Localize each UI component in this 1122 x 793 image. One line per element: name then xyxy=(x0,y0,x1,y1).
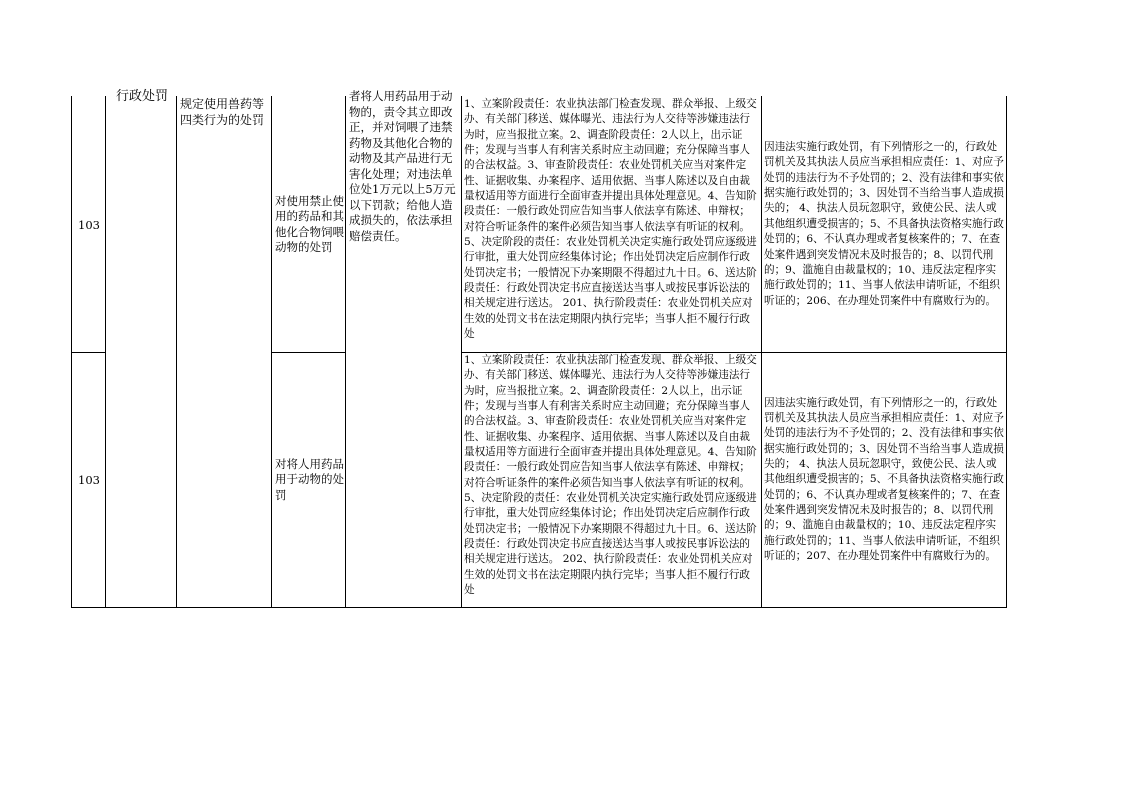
table-border-bottom xyxy=(71,607,1007,608)
sub-item-cell xyxy=(275,97,345,352)
basis-text: 者将人用药品用于动物的，责令其立即改正，并对饲喂了违禁药物及其他化合物的动物及其产品进行无害化处理；对违法单位处1万元以上5万元以下罚款；给他人造成损失的，依法承担赔偿责任。 xyxy=(349,89,456,243)
column-divider xyxy=(176,96,177,608)
accountability-cell xyxy=(764,97,1004,352)
row-number-cell xyxy=(72,353,106,607)
item-name-text: 规定使用兽药等四类行为的处罚 xyxy=(180,97,265,127)
row-number: 103 xyxy=(78,473,100,487)
responsibility-text: 1、立案阶段责任：农业执法部门检查发现、群众举报、上级交办、有关部门移送、媒体曝光、违法行为人交待等涉嫌违法行为时，应当报批立案。2、调查阶段责任：2人以上，出示证件；发现与当事人有利害关系时应主动回避；充分保障当事人的合法权益。3、审查阶段责任：农业处罚机关应当对案件定性、证据收集、办案程序、适用依据、当事人陈述以及自由裁量权适用等方面进行全面审查并提出具体处理意见。4、告知阶段责任：一般行政处罚应告知当事人依法享有陈述、申辩权；对符合听证条件的案件必须告知当事人依法享有听证的权利。5、决定阶段的责任：农业处罚机关决定实施行政处罚应逐级进行审批，重大处罚应经集体讨论；作出处罚决定后应制作行政处罚决定书；一般情况下办案期限不得超过九十日。6、送达阶段责任：行政处罚决定书应直接送达当事人或按民事诉讼法的相关规定进行送达。 201、执行阶段责任：农业处罚机关应对生效的处罚文书在法定期限内执行完毕；当事人拒不履行行政处 xyxy=(464,98,757,341)
responsibility-cell xyxy=(464,97,759,352)
category-cell xyxy=(106,89,176,112)
responsibility-cell xyxy=(464,353,759,607)
item-name-cell xyxy=(180,96,270,128)
accountability-cell xyxy=(764,353,1004,607)
sub-item-text: 对使用禁止使用的药品和其他化合物饲喂动物的处罚 xyxy=(275,193,344,254)
responsibility-text: 1、立案阶段责任：农业执法部门检查发现、群众举报、上级交办、有关部门移送、媒体曝光、违法行为人交待等涉嫌违法行为时，应当报批立案。2、调查阶段责任：2人以上，出示证件；发现与当事人有利害关系时应主动回避；充分保障当事人的合法权益。3、审查阶段责任：农业处罚机关应当对案件定性、证据收集、办案程序、适用依据、当事人陈述以及自由裁量权适用等方面进行全面审查并提出具体处理意见。4、告知阶段责任：一般行政处罚应告知当事人依法享有陈述、申辩权；对符合听证条件的案件必须告知当事人依法享有听证的权利。5、决定阶段的责任：农业处罚机关决定实施行政处罚应逐级进行审批，重大处罚应经集体讨论；作出处罚决定后应制作行政处罚决定书；一般情况下办案期限不得超过九十日。6、送达阶段责任：行政处罚决定书应直接送达当事人或按民事诉讼法的相关规定进行送达。 202、执行阶段责任：农业处罚机关应对生效的处罚文书在法定期限内执行完毕；当事人拒不履行行政处 xyxy=(464,354,757,597)
accountability-text: 因违法实施行政处罚，有下列情形之一的，行政处罚机关及其执法人员应当承担相应责任：1、对应予处罚的违法行为不予处罚的；2、没有法律和事实依据实施行政处罚的；3、因处罚不当给当事人造成损失的； 4、执法人员玩忽职守，致使公民、法人或其他组织遭受损害的；5、不具备执法资格实施行政处罚的；6、不认真办理或者复核案件的；7、在查处案件遇到突发情况未及时报告的；8、以罚代刑的；9、滥施自由裁量权的；10、违反法定程序实施行政处罚的；11、当事人依法申请听证，不组织听证的；207、在办理处罚案件中有腐败行为的。 xyxy=(764,396,1004,563)
basis-cell xyxy=(346,89,461,352)
category-text: 行政处罚 xyxy=(116,89,169,104)
accountability-text: 因违法实施行政处罚，有下列情形之一的，行政处罚机关及其执法人员应当承担相应责任：1、对应予处罚的违法行为不予处罚的；2、没有法律和事实依据实施行政处罚的；3、因处罚不当给当事人造成损失的； 4、执法人员玩忽职守，致使公民、法人或其他组织遭受损害的；5、不具备执法资格实施行政处罚的；6、不认真办理或者复核案件的；7、在查处案件遇到突发情况未及时报告的；8、以罚代刑的；9、滥施自由裁量权的；10、违反法定程序实施行政处罚的；11、当事人依法申请听证，不组织听证的；206、在办理处罚案件中有腐败行为的。 xyxy=(764,141,1004,307)
sub-item-cell xyxy=(275,353,345,607)
sub-item-text: 对将人用药品用于动物的处罚 xyxy=(275,456,344,502)
row-number-cell xyxy=(72,97,106,352)
row-number: 103 xyxy=(78,217,100,232)
